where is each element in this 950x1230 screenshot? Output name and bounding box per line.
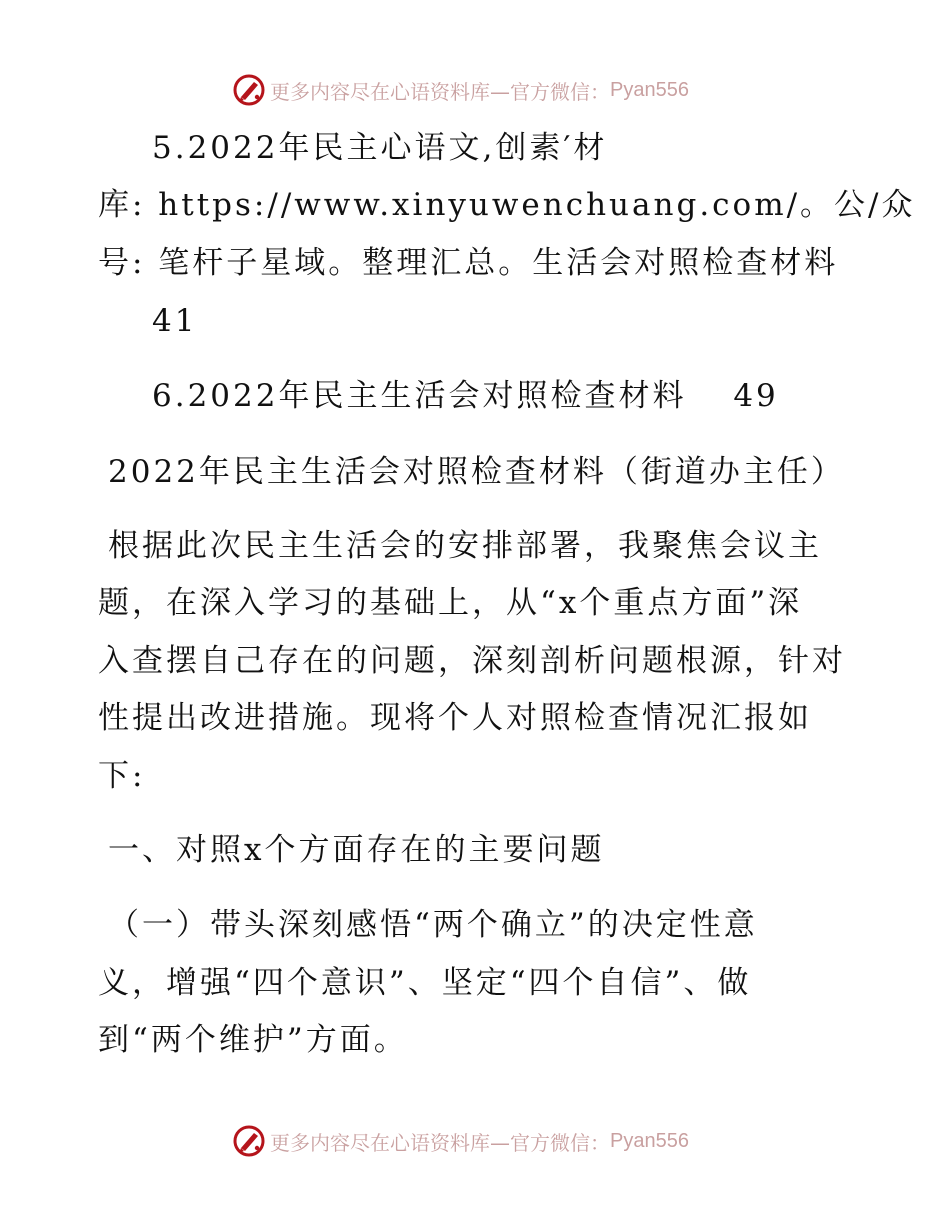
body-line: 题，在深入学习的基础上，从“x个重点方面”深 [98, 585, 803, 621]
header-watermark-brand: Pyan556 [610, 78, 689, 101]
body-line: 号: 笔杆子星域。整理汇总。生活会对照检查材料 [98, 245, 839, 281]
document-title: 2022年民主生活会对照检查材料（街道办主任） [108, 454, 845, 490]
footer-watermark-text: 更多内容尽在心语资料库—官方微信： [270, 1130, 610, 1155]
toc-item: 6.2022年民主生活会对照检查材料 49 [152, 378, 779, 414]
pen-logo-icon [232, 73, 266, 107]
footer-watermark-brand: Pyan556 [610, 1129, 689, 1152]
body-line: 到“两个维护”方面。 [98, 1022, 408, 1058]
footer-watermark [232, 1121, 712, 1161]
body-line: 库: https://www.xinyuwenchuang.com/。公/众 [98, 187, 916, 223]
body-line: 41 [152, 303, 198, 339]
body-line: 性提出改进措施。现将个人对照检查情况汇报如 [98, 700, 812, 736]
body-line: 入查摆自己存在的问题，深刻剖析问题根源，针对 [98, 643, 846, 679]
header-watermark [232, 70, 712, 110]
pen-logo-icon [232, 1124, 266, 1158]
subsection-heading: （一）带头深刻感悟“两个确立”的决定性意 [108, 907, 758, 943]
header-watermark-text: 更多内容尽在心语资料库—官方微信： [270, 79, 610, 104]
section-heading: 一、对照x个方面存在的主要问题 [108, 832, 605, 868]
body-line: 下: [98, 758, 146, 794]
body-line: 根据此次民主生活会的安排部署，我聚焦会议主 [108, 528, 822, 564]
body-line: 义，增强“四个意识”、坚定“四个自信”、做 [98, 965, 752, 1001]
body-line: 5.2022年民主心语文,创素′材 [152, 130, 608, 166]
